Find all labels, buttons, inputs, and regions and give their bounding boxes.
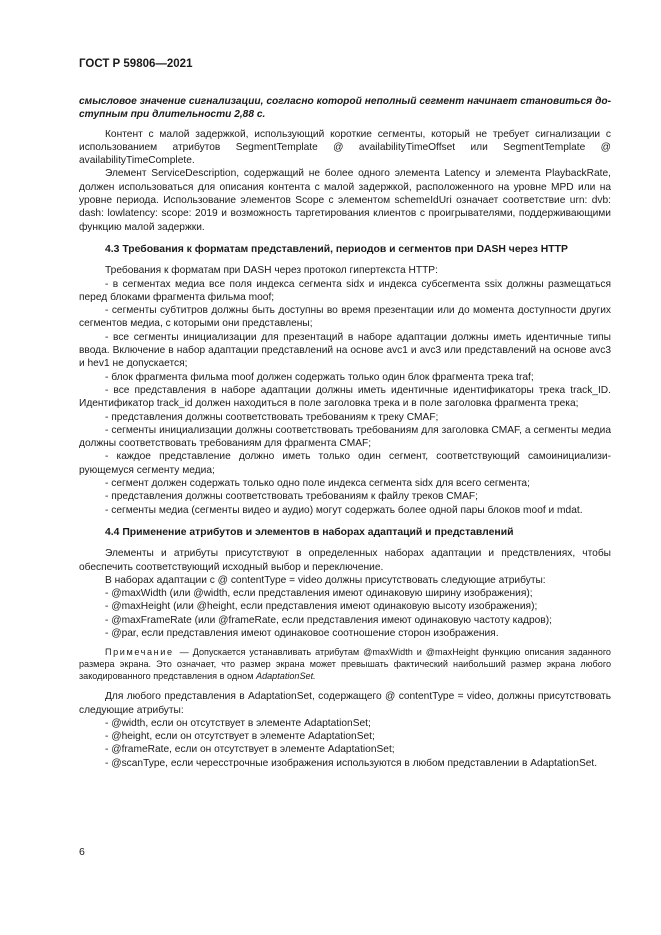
- list-item: - представления должны соответствовать требованиям к треку CMAF;: [105, 411, 439, 423]
- list-item: - @par, если представления имеют одинаковое соотношение сторон изображения.: [105, 627, 499, 639]
- note: [79, 646, 611, 682]
- section-heading-4-3: 4.3 Требования к форматам представлений, периодов и сегментов при DASH через HTTP: [105, 243, 568, 255]
- paragraph: Элемент ServiceDescription, содержащий не более одного элемента Latency и элемента PlaybackRate, должен использоваться для описания контента с малой задержкой, расположенного на уровне MPD или на уровне периода. Использование элементов Scope с элементом schemeIdUri означает соответствие urn: dvb: dash: lowlatency: scope: 2019 и возможность таргетирования клиентов с проигрывателями, поддерживающими функцию малой задержки.: [79, 168, 611, 233]
- list-item: - сегменты медиа (сегменты видео и аудио) могут содержать более одной пары блоков moof и mdat.: [105, 504, 583, 516]
- note-label: Примечание: [105, 647, 174, 658]
- list-item: - в сегментах медиа все поля индекса сегмента sidx и индекса субсегмента ssix должны размещаться перед блоками фрагмента фильма moof;: [79, 278, 611, 303]
- page-number: 6: [79, 846, 85, 858]
- list-item: - все представления в наборе адаптации должны иметь идентичные идентификаторы трека track_ID. Идентификатор track_id должен находиться в поле заголовка трека и в поле заголовка фрагмента трека;: [79, 384, 611, 410]
- paragraph: Контент с малой задержкой, использующий короткие сегменты, который не требует сигнализации с использованием атрибутов SegmentTemplate @ availabilityTimeOffset или SegmentTemplate @ availabilityTimeComplete.: [79, 128, 611, 167]
- representation-intro: Для любого представления в AdaptationSet, содержащего @ contentType = video, должны присутствовать следующие атрибуты:: [79, 691, 611, 716]
- section-heading-4-4: 4.4 Применение атрибутов и элементов в наборах адаптаций и представлений: [105, 526, 514, 538]
- document-body: [79, 95, 611, 770]
- video-intro: В наборах адаптации с @ contentType = video должны присутствовать следующие атрибуты:: [105, 574, 546, 586]
- list-item: - блок фрагмента фильма moof должен содержать только один блок фрагмента трека traf;: [105, 371, 534, 383]
- note-dash: —: [179, 647, 189, 658]
- note-text: Допускается устанавливать атрибутам @maxWidth и @maxHeight функцию описания заданного размера экрана. Это означает, что размер экрана может превышать фактический наибольший размер экрана любого закодированного представления в одном: [79, 647, 611, 682]
- list-item: - все сегменты инициализации для презентаций в наборе адаптации должны иметь идентичные типы ввода. Включение в набор адаптации представлений на основе avc1 и avc3 или представлений на основе avc3 и hev1 не допускается;: [79, 331, 611, 370]
- list-item: - каждое представление должно иметь только один сегмент, соответствующий самоинициализирующемуся сегменту медиа;: [79, 451, 611, 476]
- list-item: - сегменты инициализации должны соответствовать требованиям для заголовка CMAF, а сегменты медиа должны соответствовать требованиям для фрагмента CMAF;: [79, 424, 611, 450]
- list-item: - @maxFrameRate (или @frameRate, если представления имеют одинаковую частоту кадров);: [105, 614, 552, 626]
- section-intro: Элементы и атрибуты присутствуют в определенных наборах адаптации и предствлениях, чтобы обеспечить соответствующий исходный выбор и переключение.: [79, 548, 611, 573]
- list-item: - @width, если он отсутствует в элементе AdaptationSet;: [105, 717, 371, 729]
- list-item: - сегменты субтитров должны быть доступны во время презентации или до момента доступности других сегментов медиа, с которыми они представлены;: [79, 305, 611, 330]
- list-item: - сегмент должен содержать только одно поле индекса сегмента sidx для всего сегмента;: [105, 478, 530, 490]
- list-item: - @maxHeight (или @height, если представления имеют одинаковую высоту изображения);: [105, 601, 538, 613]
- list-item: - представления должны соответствовать требованиям к файлу треков CMAF;: [105, 491, 478, 503]
- note-italic: AdaptationSet.: [256, 671, 316, 682]
- list-item: - @maxWidth (или @width, если представления имеют одинаковую ширину изображения);: [105, 588, 533, 600]
- page-header: ГОСТ Р 59806—2021: [79, 58, 193, 70]
- definition-end: смысловое значение сигнализации, согласно которой неполный сегмент начинает становиться доступным при длительности 2,88 с.: [79, 96, 611, 121]
- list-item: - @frameRate, если он отсутствует в элементе AdaptationSet;: [105, 744, 395, 756]
- section-intro: Требования к форматам при DASH через протокол гипертекста HTTP:: [105, 265, 438, 277]
- list-item: - @height, если он отсутствует в элементе AdaptationSet;: [105, 731, 375, 743]
- list-item: - @scanType, если чересстрочные изображения используются в любом представлении в AdaptationSet.: [105, 757, 598, 769]
